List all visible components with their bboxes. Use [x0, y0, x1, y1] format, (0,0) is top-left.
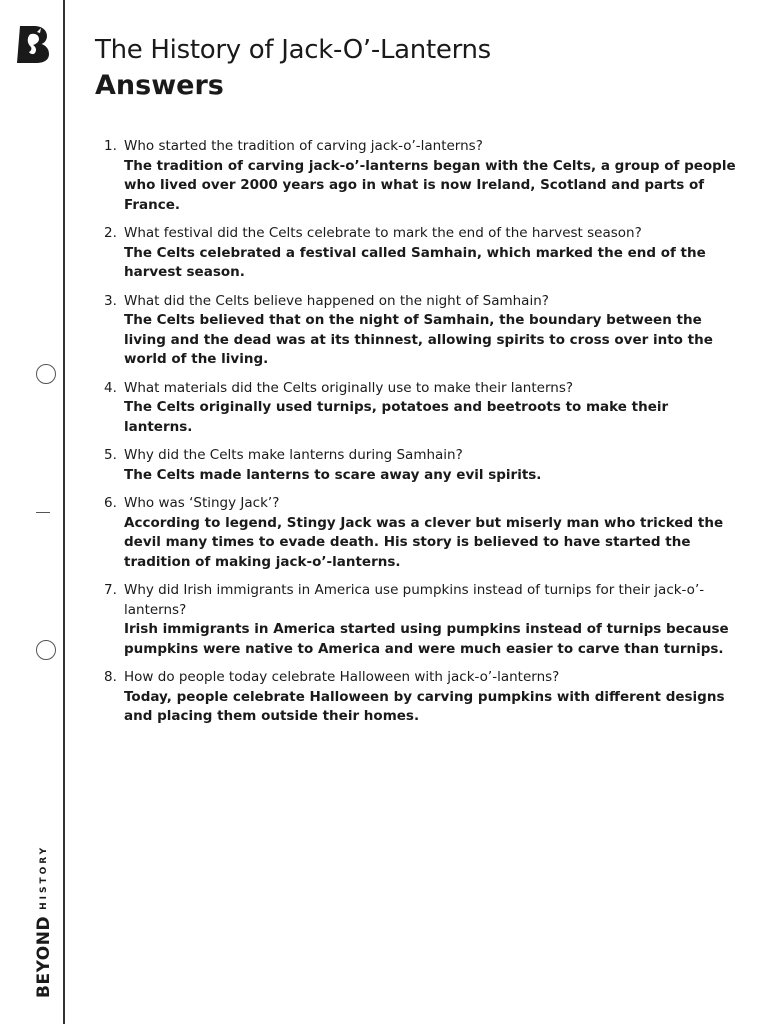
answer-text: According to legend, Stingy Jack was a clever but miserly man who tricked the devil many times to evade death. His story is believed to have started the tradition of making jack-o’-lanterns.: [124, 514, 724, 570]
qa-item-8: [104, 668, 736, 727]
question-text: What materials did the Celts originally use to make their lanterns?: [124, 379, 574, 396]
qa-body: [124, 581, 736, 659]
punch-hole-top: [36, 364, 56, 384]
answer-text: The Celts made lanterns to scare away any evil spirits.: [124, 466, 542, 483]
qa-item-3: [104, 292, 736, 370]
brand-name-sub: HISTORY: [39, 844, 49, 910]
punch-hole-bottom: [36, 640, 56, 660]
question-text: Who started the tradition of carving jack-o’-lanterns?: [124, 138, 483, 154]
qa-number: 1.: [104, 138, 117, 154]
qa-number: 3.: [104, 292, 117, 309]
page-title: The History of Jack-O’-Lanterns: [95, 35, 491, 65]
question-text: How do people today celebrate Halloween with jack-o’-lanterns?: [124, 669, 560, 685]
qa-body: [124, 224, 736, 283]
qa-body: [124, 446, 736, 485]
brand-name-main: BEYOND: [34, 915, 54, 998]
question-answer-list: [104, 137, 736, 736]
qa-body: [124, 137, 736, 215]
qa-body: [124, 668, 736, 727]
question-text: What did the Celts believe happened on the night of Samhain?: [124, 292, 549, 309]
qa-item-2: [104, 224, 736, 283]
qa-item-7: [104, 581, 736, 659]
question-text: Why did the Celts make lanterns during Samhain?: [124, 447, 463, 463]
answer-text: The tradition of carving jack-o’-lanterns began with the Celts, a group of people who lived over 2000 years ago in what is now Ireland, Scotland and parts of France.: [124, 157, 736, 213]
answer-text: Today, people celebrate Halloween by carving pumpkins with different designs and placing them outside their homes.: [124, 688, 725, 724]
qa-body: [124, 379, 736, 438]
beyond-history-b-logo-icon: [16, 24, 50, 64]
qa-item-4: [104, 379, 736, 438]
page-margin-line: [63, 0, 65, 1024]
qa-number: 8.: [104, 669, 117, 685]
brand-wordmark: [34, 845, 54, 998]
qa-number: 2.: [104, 225, 117, 241]
answer-text: The Celts celebrated a festival called Samhain, which marked the end of the harvest season.: [124, 244, 706, 280]
qa-number: 6.: [104, 495, 117, 511]
qa-item-1: [104, 137, 736, 215]
answer-text: The Celts originally used turnips, potatoes and beetroots to make their lanterns.: [124, 399, 669, 435]
question-text: Who was ‘Stingy Jack’?: [124, 495, 280, 511]
qa-number: 7.: [104, 582, 117, 598]
answer-text: Irish immigrants in America started using pumpkins instead of turnips because pumpkins were native to America and were much easier to carve than turnips.: [124, 621, 729, 657]
qa-body: [124, 494, 736, 572]
qa-number: 5.: [104, 447, 117, 463]
qa-body: [124, 292, 736, 370]
answer-text: The Celts believed that on the night of Samhain, the boundary between the living and the dead was at its thinnest, allowing spirits to cross over into the world of the living.: [124, 312, 713, 367]
page-subtitle: Answers: [95, 70, 224, 101]
question-text: Why did Irish immigrants in America use pumpkins instead of turnips for their jack-o’-lanterns?: [124, 582, 705, 618]
fold-tick-mark: [36, 512, 50, 513]
qa-item-5: [104, 446, 736, 485]
qa-number: 4.: [104, 379, 117, 396]
question-text: What festival did the Celts celebrate to mark the end of the harvest season?: [124, 225, 642, 241]
qa-item-6: [104, 494, 736, 572]
